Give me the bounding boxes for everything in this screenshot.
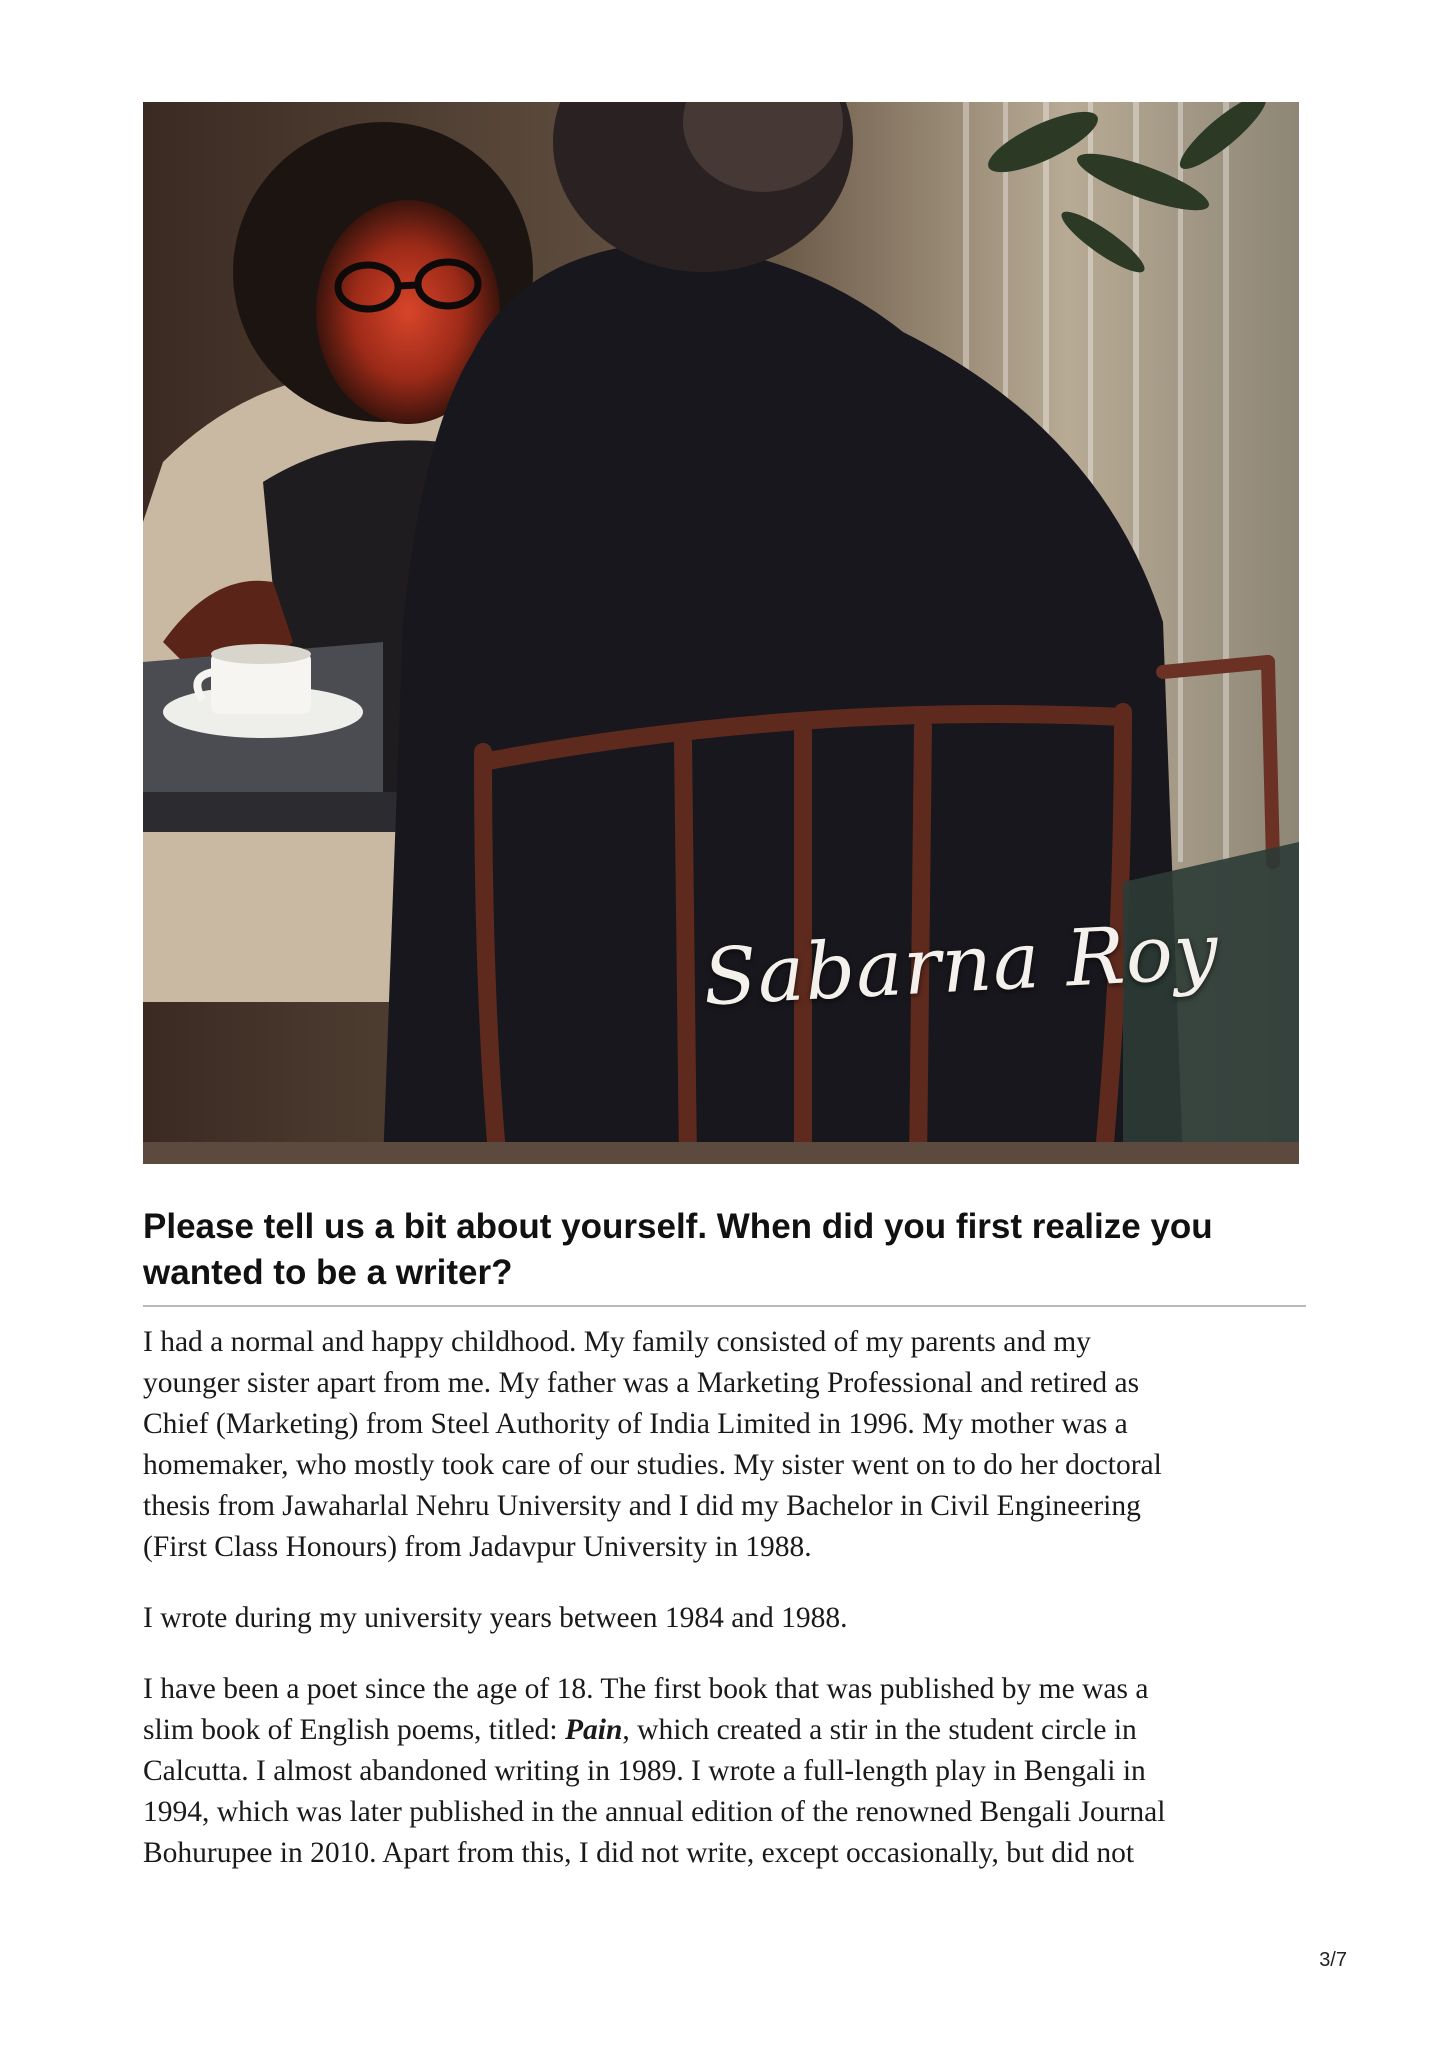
book-title-pain: Pain xyxy=(565,1714,623,1746)
paragraph-poet-rest: , which created a stir in the student circle in Calcutta. I almost abandoned writing in 1989. I wrote a full-length play in Bengali in 1994, which was later published in the annual edition of the renowned Bengali Journal Bohurupee in 2010. Apart from this, I did not write, except occasionally, but did not xyxy=(143,1714,1166,1869)
paragraph-poet xyxy=(143,1669,1308,1874)
paragraph-poet-intro: I have been a poet since the age of 18. The first book that was published by me was a slim book of English poems, titled: xyxy=(143,1673,1149,1746)
paragraph-university: I wrote during my university years between 1984 and 1988. xyxy=(143,1602,848,1634)
paragraph-childhood: I had a normal and happy childhood. My family consisted of my parents and my younger sister apart from me. My father was a Marketing Professional and retired as Chief (Marketing) from Steel Authority of India Limited in 1996. My mother was a homemaker, who mostly took care of our studies. My sister went on to do her doctoral thesis from Jawaharlal Nehru University and I did my Bachelor in Civil Engineering (First Class Honours) from Jadavpur University in 1988. xyxy=(143,1326,1162,1563)
section-heading: Please tell us a bit about yourself. When did you first realize you wanted to be a writer? xyxy=(143,1207,1213,1292)
signature-watermark: Sabarna Roy xyxy=(700,906,1221,1024)
article-body xyxy=(143,1322,1308,1904)
page-number: 3/7 xyxy=(1319,1949,1347,1971)
interview-photo xyxy=(143,102,1299,1164)
heading-divider xyxy=(143,1305,1306,1307)
